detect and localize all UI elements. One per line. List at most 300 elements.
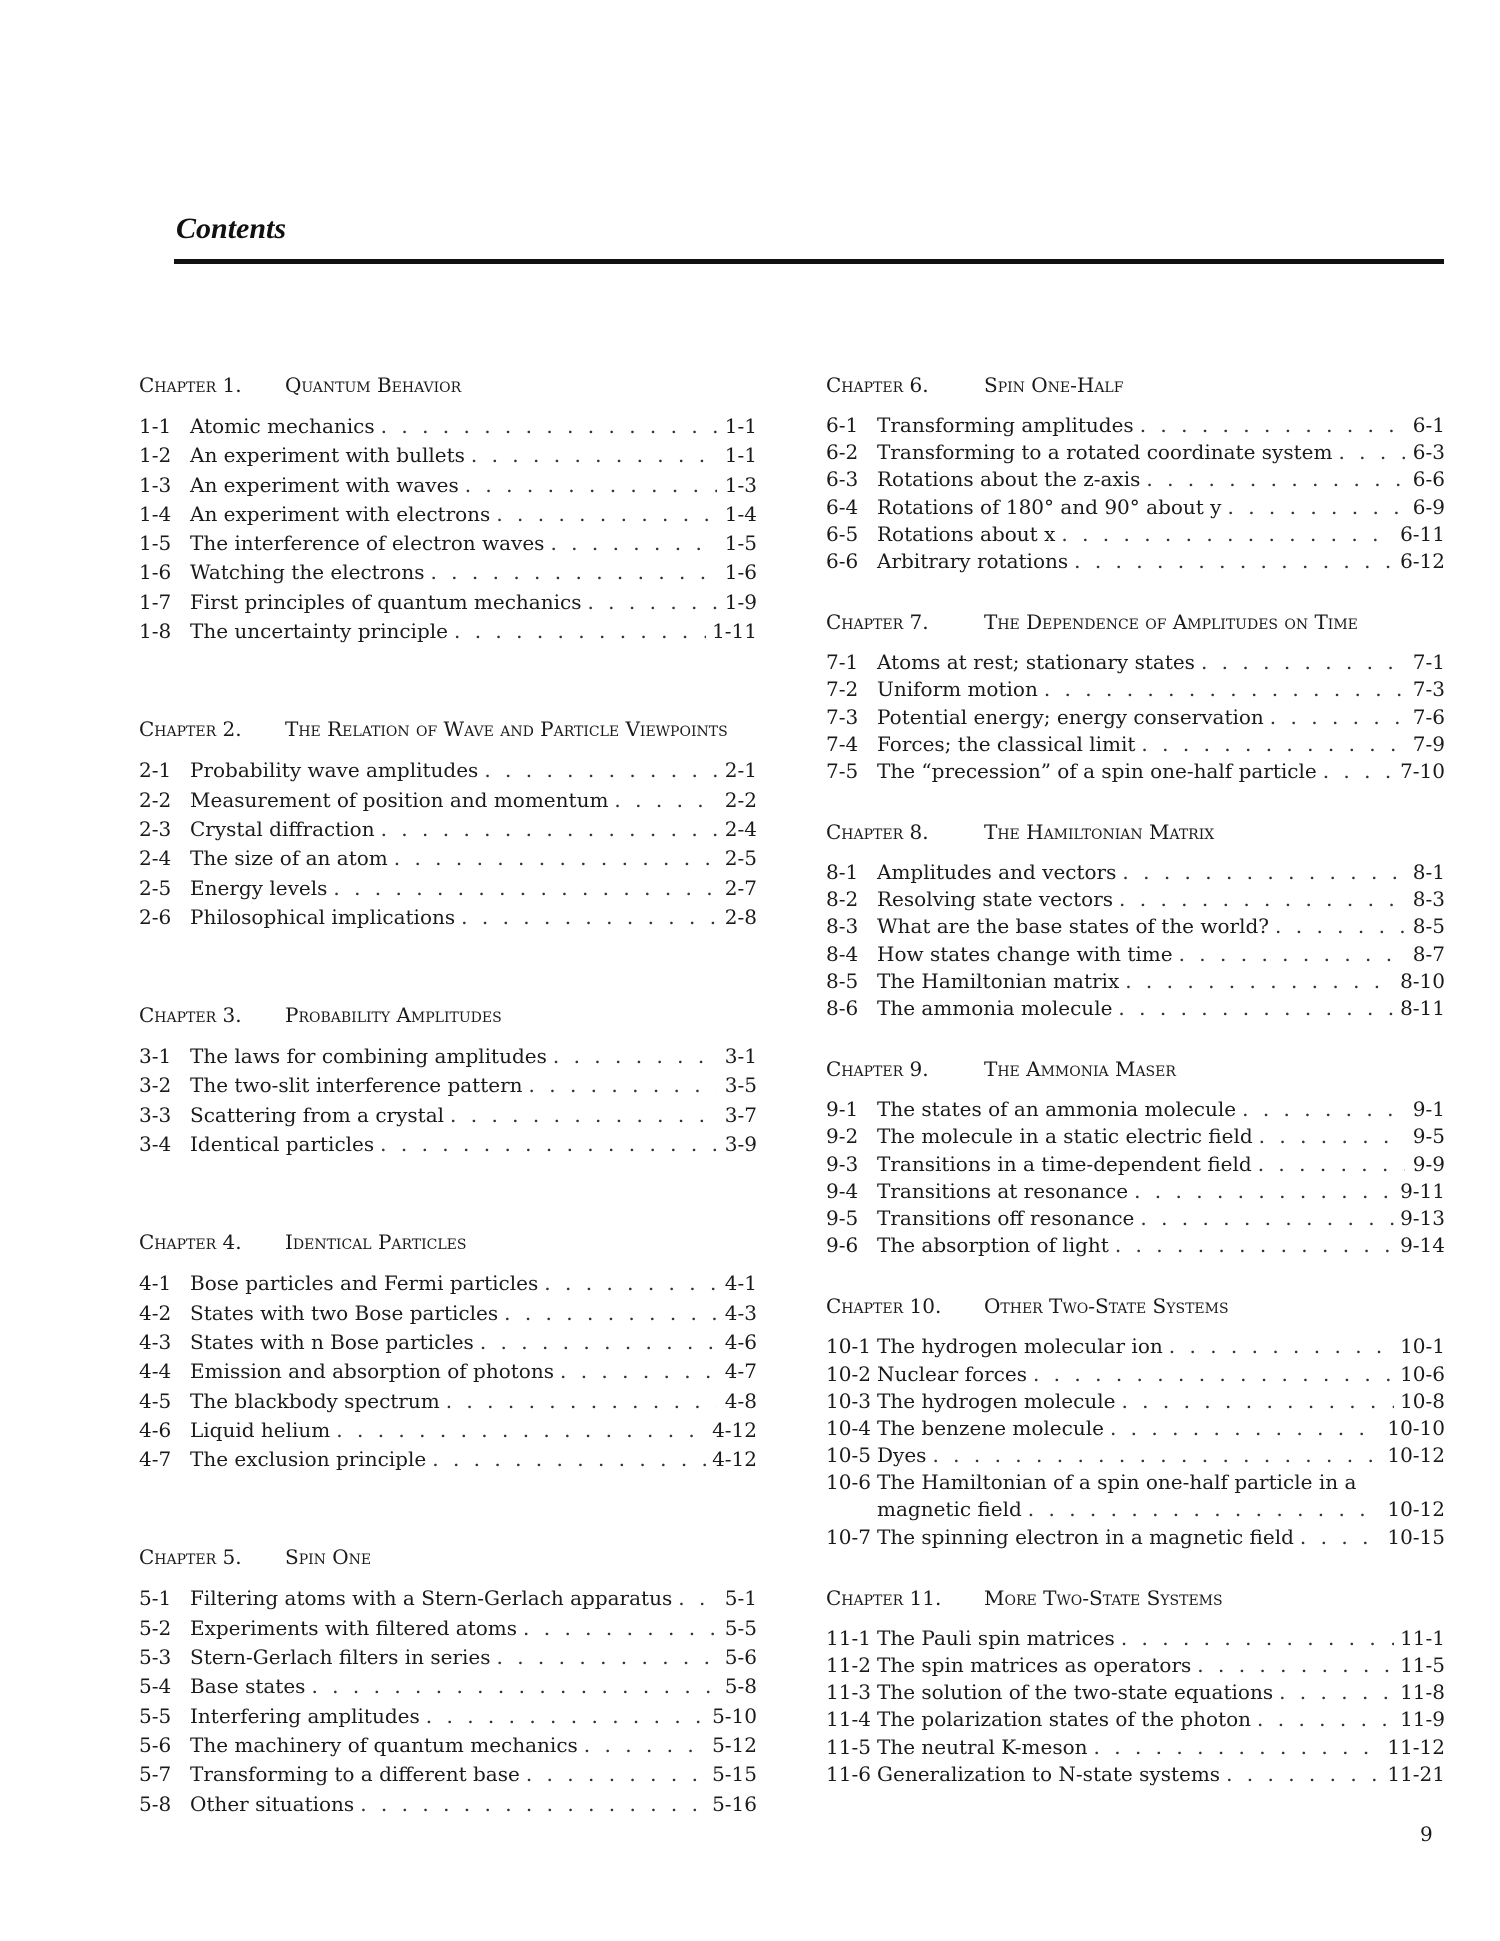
dot-leader [1323,758,1394,785]
page-ref: 10-1 [1400,1334,1445,1359]
section-title: Uniform motion [877,677,1038,702]
toc-entry [826,1625,1445,1652]
page-ref: 4-6 [724,1329,757,1354]
section-title: Probability wave amplitudes [190,758,479,783]
dot-leader [381,412,717,441]
dot-leader [1270,704,1405,731]
section-number: 4-1 [139,1271,172,1296]
section-number: 6-3 [826,467,859,492]
page-ref: 4-12 [712,1447,757,1472]
page-ref: 1-6 [724,560,757,585]
dot-leader [1122,859,1405,886]
page-ref: 11-12 [1387,1734,1445,1759]
dot-leader [1118,995,1394,1022]
section-number: 5-4 [139,1674,172,1699]
toc-entry [826,494,1445,521]
chapter-section [826,1585,1445,1788]
section-number: 7-4 [826,731,859,756]
section-number: 5-8 [139,1791,172,1816]
section-number: 5-5 [139,1703,172,1728]
page-ref: 5-8 [724,1674,757,1699]
chapter-section [139,372,757,646]
section-title: The blackbody spectrum [190,1388,440,1413]
page-ref: 5-5 [724,1615,757,1640]
toc-entry [826,859,1445,886]
page-ref: 1-9 [724,589,757,614]
page-ref: 4-7 [724,1359,757,1384]
dot-leader [1259,1123,1405,1150]
section-number: 11-2 [826,1653,871,1677]
section-title: Philosophical implications [190,904,456,929]
toc-entry [826,1151,1445,1178]
section-number: 7-5 [826,758,859,783]
section-number: 3-1 [139,1044,172,1069]
section-title: Transitions off resonance [877,1205,1135,1230]
section-number: 6-4 [826,494,859,519]
section-title: Other situations [190,1791,355,1816]
toc-entry [139,1731,757,1760]
section-number: 1-7 [139,589,172,614]
page-ref: 6-9 [1412,494,1445,519]
section-title: Measurement of position and momentum [190,787,609,812]
section-title: An experiment with waves [190,472,459,497]
dot-leader [1258,1151,1405,1178]
page-ref: 5-10 [712,1703,757,1728]
dot-leader [587,588,717,617]
toc-entry [826,1524,1445,1551]
toc-entry [139,1702,757,1731]
dot-leader [480,1328,717,1357]
toc-entry [139,441,757,470]
section-title: Transforming amplitudes [877,413,1134,437]
dot-leader [1121,1388,1394,1415]
section-title: Transitions in a time-dependent field [877,1151,1252,1176]
chapter-heading [826,1585,1445,1611]
page-ref: 11-8 [1400,1680,1445,1705]
page-ref: 8-7 [1412,941,1445,966]
toc-entry [139,1790,757,1819]
chapter-heading [826,1056,1445,1082]
section-number: 6-1 [826,413,859,437]
dot-leader [336,1416,706,1445]
dot-leader [529,1071,717,1100]
dot-leader [1115,1232,1394,1259]
section-title: Nuclear forces [877,1361,1027,1386]
dot-leader [1119,886,1405,913]
section-number: 1-5 [139,531,172,556]
section-title: The absorption of light [877,1233,1109,1258]
section-number: 2-1 [139,758,172,783]
section-number: 7-3 [826,704,859,729]
dot-leader [333,874,717,903]
dot-leader [614,786,717,815]
dot-leader [550,529,717,558]
chapter-label: Chapter 6. [826,373,929,397]
section-title: Atoms at rest; stationary states [877,650,1195,675]
section-title: What are the base states of the world? [877,914,1270,939]
chapter-label: Chapter 2. [139,717,242,742]
section-title: Generalization to N-state systems [877,1761,1221,1786]
dot-leader [1061,521,1394,548]
section-title: Filtering atoms with a Stern-Gerlach apparatus [190,1586,673,1611]
dot-leader [1169,1333,1394,1360]
chapter-section [139,716,757,932]
section-number: 2-3 [139,816,172,841]
page-ref: 6-1 [1412,413,1445,437]
dot-leader [1094,1734,1382,1761]
page-number: 9 [1420,1822,1433,1846]
dot-leader [1226,1761,1381,1788]
section-number: 6-5 [826,521,859,546]
toc-entry [826,1652,1445,1679]
toc-entry [826,1361,1445,1388]
section-title: Resolving state vectors [877,887,1114,912]
page-ref: 5-16 [712,1791,757,1816]
page-ref: 4-3 [724,1300,757,1325]
section-number: 1-4 [139,501,172,526]
dot-leader [1140,1205,1394,1232]
page-ref: 11-9 [1400,1707,1445,1732]
section-title: The solution of the two-state equations [877,1680,1274,1705]
section-number: 10-3 [826,1388,871,1413]
toc-entry [826,1706,1445,1733]
dot-leader [560,1357,717,1386]
chapter-title: The Hamiltonian Matrix [984,820,1215,845]
page-ref: 1-1 [724,443,757,468]
section-number: 2-6 [139,904,172,929]
section-number: 8-1 [826,860,859,885]
section-title: The “precession” of a spin one-half particle [877,758,1317,783]
section-title: The uncertainty principle [190,619,448,644]
chapter-title: Quantum Behavior [285,373,462,397]
section-title: Emission and absorption of photons [190,1359,554,1384]
page-ref: 2-7 [724,875,757,900]
chapter-title: The Ammonia Maser [984,1057,1176,1082]
chapter-section [826,609,1445,785]
dot-leader [1028,1496,1382,1523]
toc-entry [139,1299,757,1328]
toc-entry [826,1123,1445,1150]
section-title: Base states [190,1674,306,1699]
section-number: 9-3 [826,1151,859,1176]
toc-entry [139,617,757,646]
chapter-title: More Two-State Systems [984,1585,1223,1610]
page-ref: 10-12 [1387,1497,1445,1522]
section-title: States with n Bose particles [190,1329,474,1354]
section-number: 1-3 [139,472,172,497]
page-ref: 9-13 [1400,1205,1445,1230]
toc-entry [139,558,757,587]
section-number: 4-2 [139,1300,172,1325]
toc-entry [139,412,757,441]
toc-entry [139,1387,757,1416]
section-title: Stern-Gerlach filters in series [190,1645,491,1670]
toc-entry [826,995,1445,1022]
page-ref: 3-7 [724,1102,757,1127]
chapter-heading [826,1293,1445,1319]
section-number: 2-5 [139,875,172,900]
section-number: 1-6 [139,560,172,585]
chapter-title: The Dependence of Amplitudes on Time [984,610,1358,635]
section-title: Interfering amplitudes [190,1703,420,1728]
dot-leader [1044,676,1405,703]
section-title: Amplitudes and vectors [877,860,1117,885]
section-title: The benzene molecule [877,1415,1104,1440]
section-number: 2-2 [139,787,172,812]
page-ref: 4-12 [712,1417,757,1442]
section-number: 11-6 [826,1761,871,1786]
page-ref: 8-11 [1400,996,1445,1020]
toc-entry [826,704,1445,731]
page-title: Contents [176,212,287,245]
dot-leader [1242,1096,1405,1123]
page-ref: 7-6 [1412,704,1445,729]
page-ref: 1-5 [724,531,757,556]
dot-leader [526,1760,706,1789]
page-ref: 2-4 [724,816,757,841]
page-ref: 7-10 [1400,758,1445,783]
section-number: 8-3 [826,914,859,939]
section-number: 10-2 [826,1361,871,1386]
dot-leader [432,1445,706,1474]
dot-leader [446,1387,717,1416]
section-number: 3-2 [139,1073,172,1098]
chapter-label: Chapter 4. [139,1230,242,1255]
section-number: 4-7 [139,1447,172,1472]
section-number: 11-3 [826,1680,871,1705]
dot-leader [1125,968,1394,995]
section-title: The interference of electron waves [190,531,545,556]
section-title: The hydrogen molecular ion [877,1334,1163,1359]
toc-entry [139,815,757,844]
toc-entry [826,731,1445,758]
toc-entry [139,756,757,785]
dot-leader [380,1130,717,1159]
section-number: 10-1 [826,1334,871,1359]
section-number: 6-6 [826,548,859,573]
chapter-heading [139,1229,757,1255]
section-number: 11-5 [826,1734,871,1759]
page-ref: 1-3 [724,472,757,497]
toc-entry [826,1205,1445,1232]
section-title-continued: magnetic field [877,1497,1022,1522]
chapter-section [826,819,1445,1022]
dot-leader [394,844,717,873]
section-title: The ammonia molecule [877,996,1113,1020]
toc-entry [826,1415,1445,1442]
toc-entry [826,676,1445,703]
page-ref: 9-11 [1400,1178,1445,1203]
section-title: Identical particles [190,1132,375,1157]
section-title: The two-slit interference pattern [190,1073,523,1098]
chapter-title: Spin One-Half [984,373,1124,397]
dot-leader [426,1702,706,1731]
chapter-heading [139,1544,757,1570]
toc-entry [826,649,1445,676]
section-number: 9-1 [826,1097,859,1122]
page-ref: 5-15 [712,1762,757,1787]
section-title: The Hamiltonian matrix [877,968,1120,993]
chapter-label: Chapter 3. [139,1003,242,1028]
toc-entry [139,874,757,903]
section-title: Liquid helium [190,1417,331,1442]
dot-leader [544,1269,717,1298]
toc-entry [139,844,757,873]
dot-leader [430,558,717,587]
toc-entry [826,1734,1445,1761]
toc-entry [139,588,757,617]
toc-entry [139,1643,757,1672]
section-number: 5-3 [139,1645,172,1670]
chapter-heading [139,716,757,742]
section-title: The states of an ammonia molecule [877,1097,1237,1122]
toc-entry [139,1071,757,1100]
page-ref: 7-9 [1412,731,1445,756]
dot-leader [497,1643,718,1672]
dot-leader [484,756,717,785]
section-number: 11-1 [826,1625,871,1650]
dot-leader [381,815,717,844]
toc-entry [139,1760,757,1789]
page-ref: 11-1 [1400,1625,1445,1650]
section-number: 2-4 [139,846,172,871]
section-title: The Pauli spin matrices [877,1625,1115,1650]
toc-entry [826,412,1445,439]
section-number: 9-5 [826,1205,859,1230]
dot-leader [1121,1625,1394,1652]
section-title: Rotations about x [877,521,1056,546]
chapter-title: Other Two-State Systems [984,1294,1229,1319]
section-title: The Hamiltonian of a spin one-half particle in a [877,1470,1357,1495]
dot-leader [360,1790,706,1819]
page-ref: 10-15 [1387,1524,1445,1549]
section-title: The exclusion principle [190,1447,427,1472]
dot-leader [1146,466,1405,493]
page-ref: 5-12 [712,1732,757,1757]
chapter-label: Chapter 1. [139,373,242,397]
section-title: Watching the electrons [190,560,425,585]
dot-leader [465,471,717,500]
chapter-label: Chapter 5. [139,1545,242,1570]
page-ref: 6-11 [1400,521,1445,546]
page-ref: 2-8 [724,904,757,929]
dot-leader [1140,412,1405,439]
chapter-section [826,372,1445,575]
page-ref: 5-1 [724,1586,757,1611]
section-number: 3-4 [139,1132,172,1157]
section-number: 8-2 [826,887,859,912]
toc-entry [139,1614,757,1643]
dot-leader [932,1442,1381,1469]
chapter-heading [826,372,1445,398]
dot-leader [496,500,717,529]
toc-entry [826,466,1445,493]
page-ref: 10-6 [1400,1361,1445,1386]
section-title: Forces; the classical limit [877,731,1136,756]
chapter-title: Spin One [285,1545,372,1570]
section-number: 1-8 [139,619,172,644]
toc-entry [826,439,1445,466]
section-number: 4-3 [139,1329,172,1354]
toc-entry [826,1679,1445,1706]
section-title: The molecule in a static electric field [877,1124,1253,1149]
section-number: 10-5 [826,1443,871,1468]
section-number: 11-4 [826,1707,871,1732]
toc-entry [139,786,757,815]
section-number: 10-4 [826,1415,871,1440]
section-number: 4-6 [139,1417,172,1442]
toc-entry [139,1445,757,1474]
dot-leader [1201,649,1405,676]
section-number: 5-6 [139,1732,172,1757]
section-number: 4-5 [139,1388,172,1413]
page-ref: 6-12 [1400,548,1445,573]
page-ref: 1-11 [712,619,757,644]
page-ref: 8-5 [1412,914,1445,939]
toc-left-column [139,372,757,1819]
section-title: An experiment with electrons [190,501,491,526]
section-number: 9-4 [826,1178,859,1203]
dot-leader [1141,731,1405,758]
page-ref: 3-5 [724,1073,757,1098]
section-title: States with two Bose particles [190,1300,499,1325]
chapter-label: Chapter 11. [826,1585,942,1610]
page-ref: 3-1 [724,1044,757,1069]
toc-entry [826,968,1445,995]
section-number: 7-2 [826,677,859,702]
section-title: Experiments with filtered atoms [190,1615,518,1640]
section-number: 8-5 [826,968,859,993]
section-title: Crystal diffraction [190,816,375,841]
toc-entry [826,548,1445,575]
page-ref: 7-3 [1412,677,1445,702]
toc-entry [139,1584,757,1613]
title-rule [174,259,1444,264]
page-ref: 8-10 [1400,968,1445,993]
page-ref: 2-1 [724,758,757,783]
toc-entry-continuation [826,1496,1445,1523]
page-ref: 1-4 [724,501,757,526]
section-number: 5-2 [139,1615,172,1640]
toc-entry [139,1269,757,1298]
page-ref: 8-1 [1412,860,1445,885]
chapter-label: Chapter 7. [826,610,929,635]
chapter-section [826,1293,1445,1551]
chapter-heading [139,372,757,398]
section-title: The machinery of quantum mechanics [190,1732,578,1757]
dot-leader [1033,1361,1394,1388]
page-ref: 10-12 [1387,1443,1445,1468]
toc-entry [826,1469,1445,1496]
toc-entry [139,1416,757,1445]
chapter-section [139,1002,757,1159]
toc-entry [139,500,757,529]
section-title: Rotations of 180° and 90° about y [877,494,1222,519]
page-ref: 4-8 [724,1388,757,1413]
dot-leader [1275,913,1405,940]
dot-leader [450,1101,717,1130]
section-title: Transforming to a rotated coordinate system [877,440,1333,465]
toc-entry [826,913,1445,940]
page-ref: 9-5 [1412,1124,1445,1149]
section-title: The spin matrices as operators [877,1653,1192,1677]
chapter-section [139,1544,757,1818]
toc-entry [826,1442,1445,1469]
page-ref: 8-3 [1412,887,1445,912]
section-number: 5-1 [139,1586,172,1611]
page-ref: 6-3 [1412,440,1445,465]
dot-leader [1134,1178,1394,1205]
